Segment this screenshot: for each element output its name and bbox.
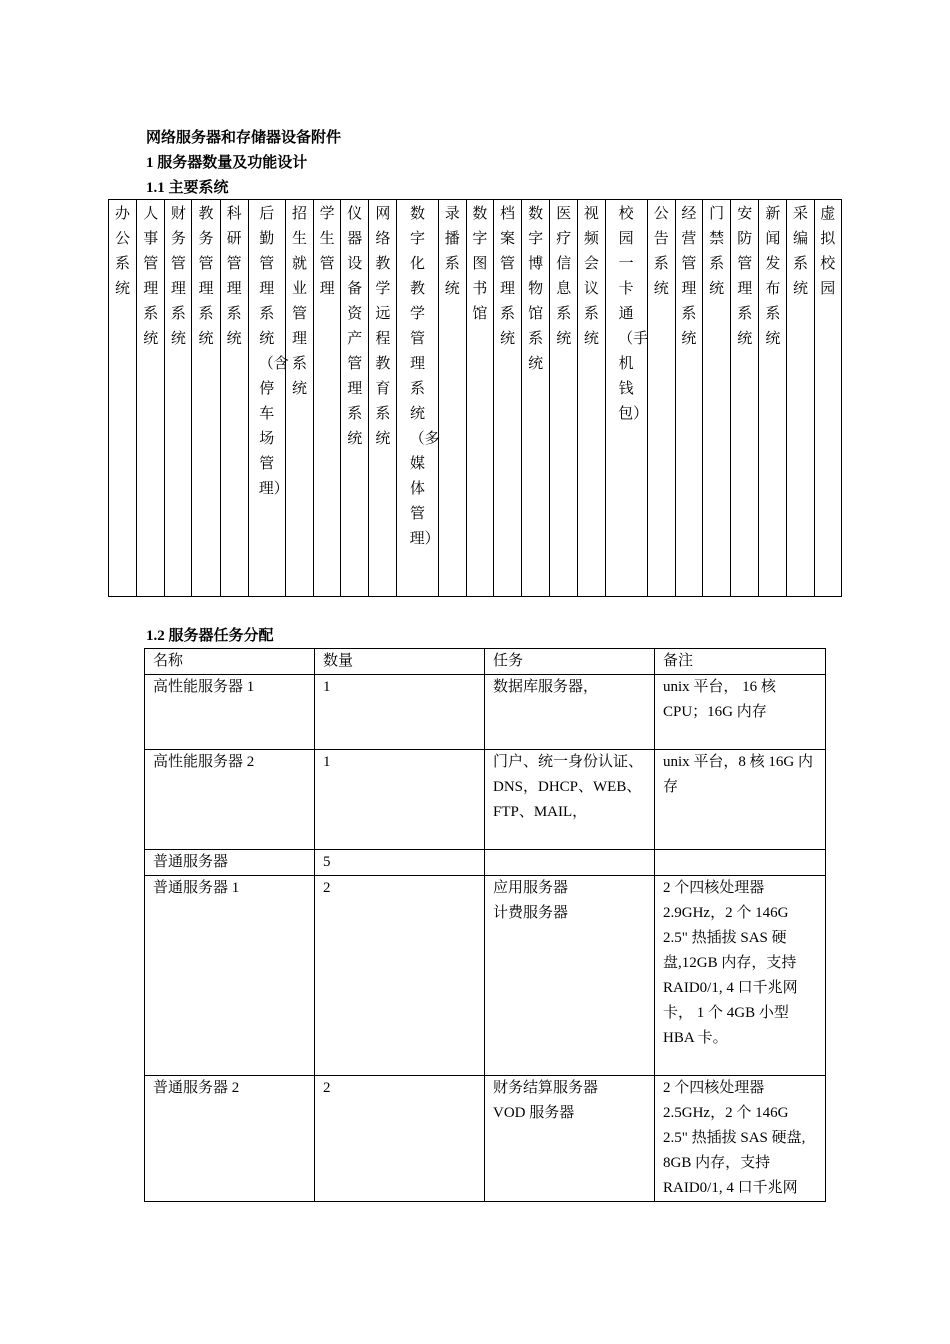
system-cell xyxy=(341,200,369,597)
system-label: 数字图书馆 xyxy=(472,206,488,322)
system-cell xyxy=(493,200,521,597)
system-label: 录播系统 xyxy=(444,206,460,297)
system-cell xyxy=(522,200,550,597)
system-label: 科研管理系统 xyxy=(226,206,242,347)
cell-name: 普通服务器 2 xyxy=(145,1076,315,1202)
system-cell xyxy=(759,200,787,597)
cell-quantity: 2 xyxy=(315,1076,485,1202)
system-label: 招生就业管理系统 xyxy=(291,206,307,397)
cell-note: 2 个四核处理器 2.5GHz，2 个 146G 2.5" 热插拔 SAS 硬盘, 8GB 内存，支持 RAID0/1, 4 口千兆网 xyxy=(655,1076,826,1202)
system-cell xyxy=(314,200,341,597)
system-label: 人事管理系统 xyxy=(143,206,159,347)
system-cell xyxy=(787,200,814,597)
system-label: 新闻发布系统 xyxy=(765,206,781,347)
section-heading-1-2: 1.2 服务器任务分配 xyxy=(146,628,274,644)
cell-task xyxy=(485,850,655,876)
system-label: 数字博物馆系统 xyxy=(528,206,544,372)
cell-task: 数据库服务器， xyxy=(485,675,655,750)
system-label: 数字化教学管理系统（多媒体管理） xyxy=(409,206,440,547)
server-task-table xyxy=(144,648,826,1202)
system-label: 视频会议系统 xyxy=(583,206,599,347)
system-label: 后勤管理系统（含停车场管理） xyxy=(258,206,289,497)
system-cell xyxy=(397,200,438,597)
system-cell xyxy=(438,200,466,597)
system-cell xyxy=(248,200,289,597)
system-cell xyxy=(703,200,731,597)
cell-task: 门户、统一身份认证、DNS，DHCP、WEB、FTP、MAIL， xyxy=(485,750,655,850)
header-quantity: 数量 xyxy=(315,649,485,675)
cell-quantity: 1 xyxy=(315,750,485,850)
system-cell xyxy=(605,200,647,597)
system-label: 校园一卡通（手机钱包） xyxy=(618,206,649,422)
systems-row xyxy=(109,200,842,597)
systems-table xyxy=(108,199,842,597)
system-label: 安防管理系统 xyxy=(737,206,753,347)
system-label: 公告系统 xyxy=(653,206,669,297)
document-title: 网络服务器和存储器设备附件 xyxy=(146,130,342,146)
cell-note: unix 平台， 16 核 CPU；16G 内存 xyxy=(655,675,826,750)
table-row xyxy=(145,876,826,1076)
system-label: 经营管理系统 xyxy=(681,206,697,347)
header-task: 任务 xyxy=(485,649,655,675)
system-label: 档案管理系统 xyxy=(500,206,516,347)
system-cell xyxy=(192,200,220,597)
table-row xyxy=(145,675,826,750)
cell-name: 普通服务器 xyxy=(145,850,315,876)
system-cell xyxy=(578,200,605,597)
system-cell xyxy=(675,200,702,597)
header-name: 名称 xyxy=(145,649,315,675)
cell-note: 2 个四核处理器 2.9GHz，2 个 146G 2.5" 热插拔 SAS 硬盘,12GB 内存，支持 RAID0/1, 4 口千兆网卡， 1 个 4GB 小型 HBA 卡。 xyxy=(655,876,826,1076)
system-label: 仪器设备资产管理系统 xyxy=(347,206,363,447)
section-heading-1: 1 服务器数量及功能设计 xyxy=(146,155,308,171)
system-cell xyxy=(109,200,137,597)
table-row xyxy=(145,1076,826,1202)
table-header-row xyxy=(145,649,826,675)
cell-quantity: 2 xyxy=(315,876,485,1076)
cell-note xyxy=(655,850,826,876)
system-label: 采编系统 xyxy=(792,206,808,297)
table-row xyxy=(145,850,826,876)
system-cell xyxy=(220,200,248,597)
system-cell xyxy=(137,200,165,597)
system-cell xyxy=(814,200,841,597)
cell-task: 应用服务器 计费服务器 xyxy=(485,876,655,1076)
cell-name: 高性能服务器 2 xyxy=(145,750,315,850)
system-cell xyxy=(647,200,675,597)
header-note: 备注 xyxy=(655,649,826,675)
system-cell xyxy=(550,200,578,597)
cell-note: unix 平台，8 核 16G 内存 xyxy=(655,750,826,850)
system-label: 学生管理 xyxy=(319,206,335,297)
system-cell xyxy=(731,200,759,597)
cell-name: 高性能服务器 1 xyxy=(145,675,315,750)
system-cell xyxy=(466,200,493,597)
system-label: 虚拟校园 xyxy=(820,206,836,297)
system-label: 门禁系统 xyxy=(709,206,725,297)
cell-quantity: 1 xyxy=(315,675,485,750)
system-cell xyxy=(369,200,397,597)
cell-task: 财务结算服务器 VOD 服务器 xyxy=(485,1076,655,1202)
section-heading-1-1: 1.1 主要系统 xyxy=(146,180,229,196)
cell-quantity: 5 xyxy=(315,850,485,876)
cell-name: 普通服务器 1 xyxy=(145,876,315,1076)
system-label: 医疗信息系统 xyxy=(556,206,572,347)
system-label: 财务管理系统 xyxy=(170,206,186,347)
system-label: 网络教学远程教育系统 xyxy=(375,206,391,447)
table-row xyxy=(145,750,826,850)
system-label: 办公系统 xyxy=(115,206,131,297)
system-cell xyxy=(165,200,192,597)
system-cell xyxy=(285,200,313,597)
system-label: 教务管理系统 xyxy=(198,206,214,347)
